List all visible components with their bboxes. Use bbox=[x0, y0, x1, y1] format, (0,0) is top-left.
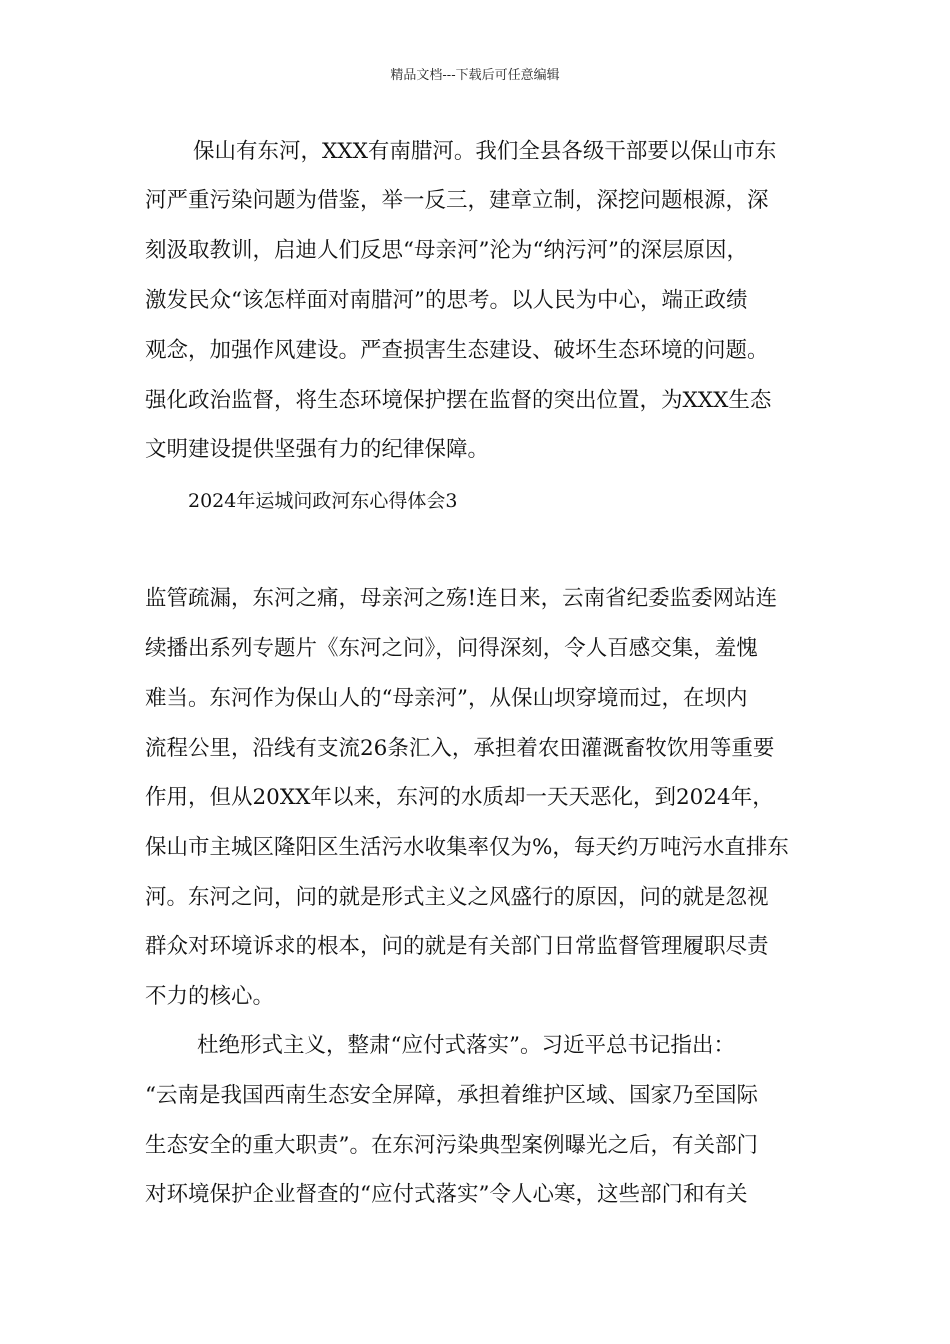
page-header: 精品文档---下载后可任意编辑 bbox=[390, 68, 560, 83]
para3-line-1: 杜绝形式主义，整肃“应付式落实”。习近平总书记指出： bbox=[197, 1033, 735, 1058]
para2-line-7: 河。东河之问，问的就是形式主义之风盛行的原因，问的就是忽视 bbox=[145, 885, 769, 910]
para3-line-2: “云南是我国西南生态安全屏障，承担着维护区域、国家乃至国际 bbox=[145, 1083, 758, 1108]
para2-line-8: 群众对环境诉求的根本，问的就是有关部门日常监督管理履职尽责 bbox=[145, 934, 769, 959]
para1-line-6: 强化政治监督，将生态环境保护摆在监督的突出位置，为XXX生态 bbox=[145, 388, 772, 413]
para3-line-3: 生态安全的重大职责”。在东河污染典型案例曝光之后，有关部门 bbox=[145, 1133, 758, 1158]
para2-line-6: 保山市主城区隆阳区生活污水收集率仅为%，每天约万吨污水直排东 bbox=[145, 835, 789, 860]
para2-line-9: 不力的核心。 bbox=[145, 984, 275, 1009]
section-heading: 2024年运城问政河东心得体会3 bbox=[188, 490, 458, 512]
para1-line-4: 激发民众“该怎样面对南腊河”的思考。以人民为中心，端正政绩 bbox=[145, 288, 748, 313]
para2-line-1: 监管疏漏，东河之痛，母亲河之殇!连日来，云南省纪委监委网站连 bbox=[145, 586, 778, 611]
para1-line-7: 文明建设提供坚强有力的纪律保障。 bbox=[145, 437, 490, 462]
para1-line-1: 保山有东河，XXX有南腊河。我们全县各级干部要以保山市东 bbox=[193, 139, 777, 164]
para1-line-5: 观念，加强作风建设。严查损害生态建设、破坏生态环境的问题。 bbox=[145, 338, 769, 363]
para3-line-4: 对环境保护企业督查的“应付式落实”令人心寒，这些部门和有关 bbox=[145, 1182, 748, 1207]
para2-line-2: 续播出系列专题片《东河之问》，问得深刻，令人百感交集，羞愧 bbox=[145, 636, 758, 661]
para2-line-3: 难当。东河作为保山人的“母亲河”，从保山坝穿境而过，在坝内 bbox=[145, 686, 748, 711]
para1-line-2: 河严重污染问题为借鉴，举一反三，建章立制，深挖问题根源，深 bbox=[145, 188, 769, 213]
para2-line-4: 流程公里，沿线有支流26条汇入，承担着农田灌溉畜牧饮用等重要 bbox=[145, 736, 775, 761]
para1-line-3: 刻汲取教训，启迪人们反思“母亲河”沦为“纳污河”的深层原因， bbox=[145, 238, 748, 263]
para2-line-5: 作用，但从20XX年以来，东河的水质却一天天恶化，到2024年， bbox=[145, 785, 774, 810]
